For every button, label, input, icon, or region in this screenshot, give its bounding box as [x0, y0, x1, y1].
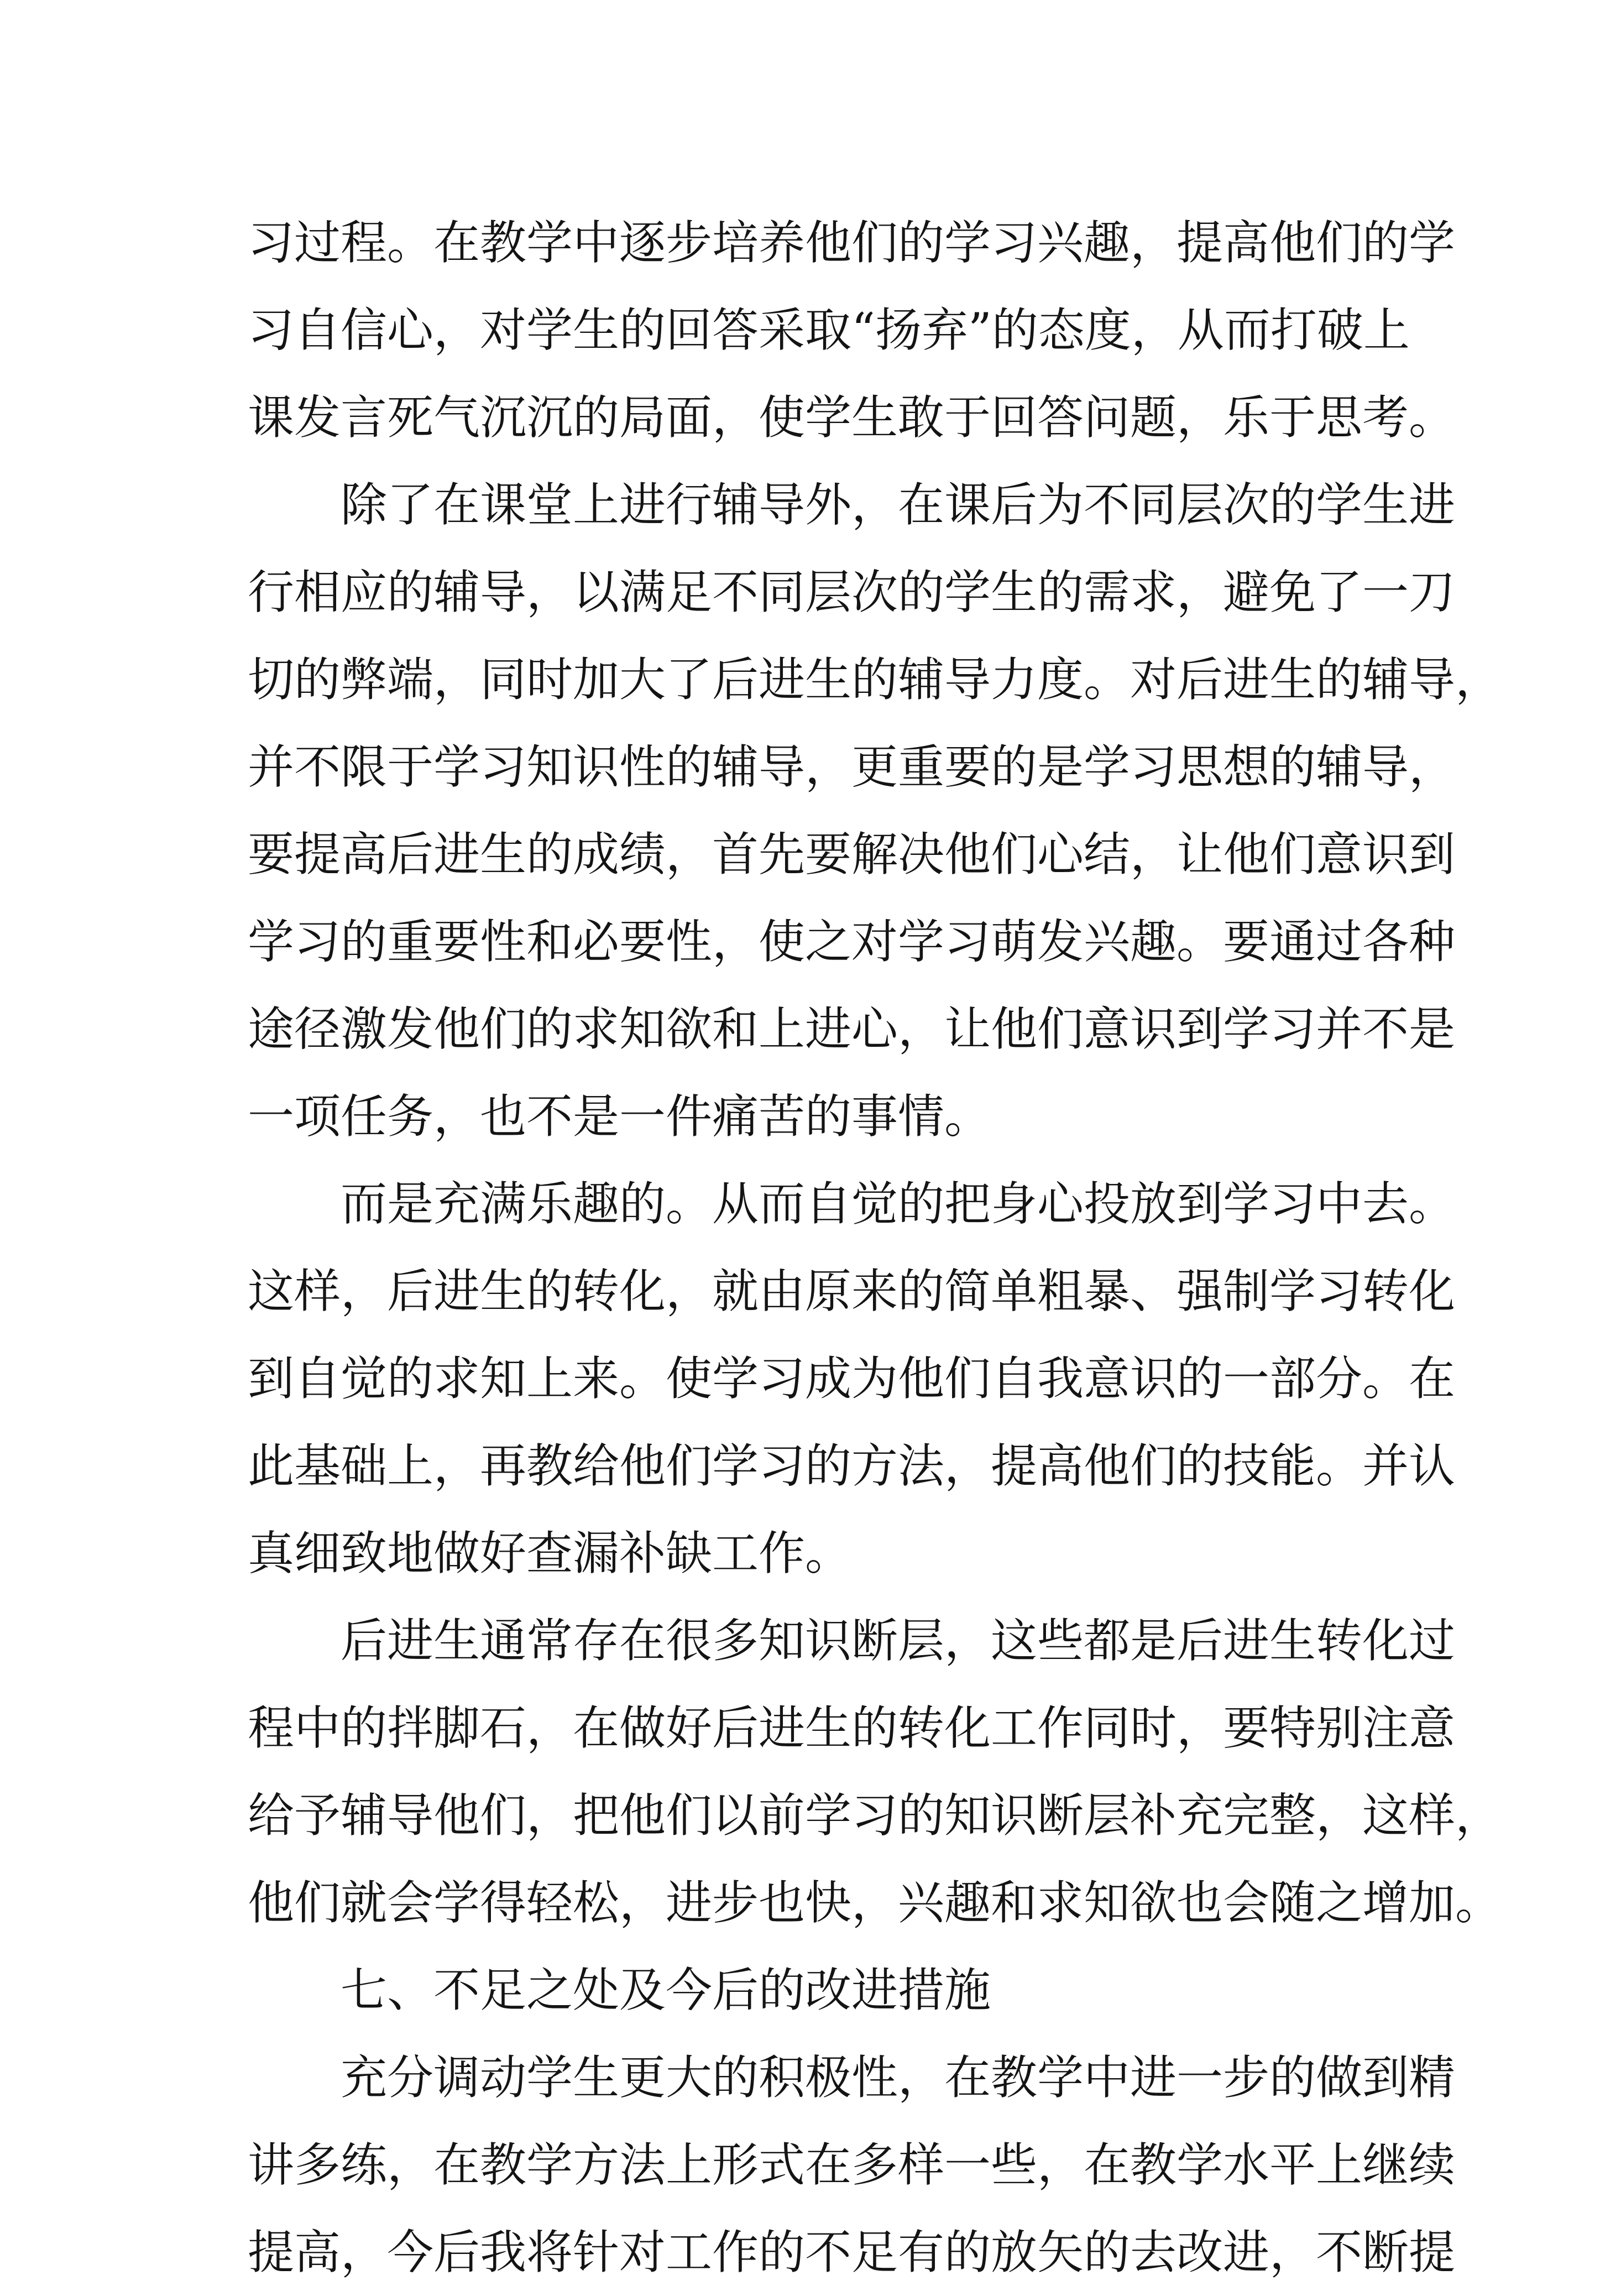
- text-line: 要提高后进生的成绩，首先要解决他们心结，让他们意识到: [248, 827, 1456, 881]
- text-line: 习自信心，对学生的回答采取“扬弃”的态度，从而打破上: [248, 303, 1410, 357]
- text-line: 而是充满乐趣的。从而自觉的把身心投放到学习中去。: [341, 1177, 1456, 1231]
- text-line: 他们就会学得轻松，进步也快，兴趣和求知欲也会随之增加。: [248, 1876, 1502, 1930]
- text-line: 学习的重要性和必要性，使之对学习萌发兴趣。要通过各种: [248, 915, 1456, 969]
- text-line: 这样，后进生的转化，就由原来的简单粗暴、强制学习转化: [248, 1264, 1456, 1318]
- section-heading: 七、不足之处及今后的改进措施: [341, 1963, 991, 2017]
- text-line: 一项任务，也不是一件痛苦的事情。: [248, 1089, 991, 1144]
- text-line: 到自觉的求知上来。使学习成为他们自我意识的一部分。在: [248, 1351, 1456, 1406]
- text-line: 后进生通常存在很多知识断层，这些都是后进生转化过: [341, 1614, 1456, 1668]
- text-line: 真细致地做好查漏补缺工作。: [248, 1526, 852, 1580]
- text-line: 提高，今后我将针对工作的不足有的放矢的去改进，不断提: [248, 2225, 1456, 2279]
- text-line: 习过程。在教学中逐步培养他们的学习兴趣，提高他们的学: [248, 216, 1456, 270]
- text-line: 途径激发他们的求知欲和上进心，让他们意识到学习并不是: [248, 1002, 1456, 1056]
- text-line: 并不限于学习知识性的辅导，更重要的是学习思想的辅导，: [248, 740, 1456, 794]
- text-line: 此基础上，再教给他们学习的方法，提高他们的技能。并认: [248, 1439, 1456, 1493]
- text-line: 行相应的辅导，以满足不同层次的学生的需求，避免了一刀: [248, 565, 1456, 619]
- text-line: 切的弊端，同时加大了后进生的辅导力度。对后进生的辅导，: [248, 653, 1502, 707]
- text-line: 给予辅导他们，把他们以前学习的知识断层补充完整，这样，: [248, 1788, 1502, 1843]
- text-line: 课发言死气沉沉的局面，使学生敢于回答问题，乐于思考。: [248, 390, 1456, 445]
- text-line: 除了在课堂上进行辅导外，在课后为不同层次的学生进: [341, 478, 1456, 532]
- text-line: 程中的拌脚石，在做好后进生的转化工作同时，要特别注意: [248, 1701, 1456, 1755]
- text-line: 充分调动学生更大的积极性，在教学中进一步的做到精: [341, 2050, 1456, 2105]
- text-line: 讲多练，在教学方法上形式在多样一些，在教学水平上继续: [248, 2138, 1456, 2192]
- body-text: [248, 199, 1502, 2296]
